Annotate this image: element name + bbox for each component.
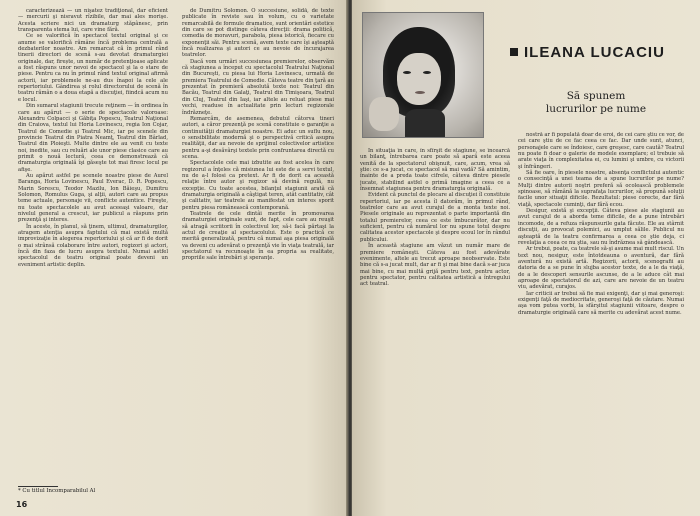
author-heading <box>510 44 665 61</box>
photo-eye <box>423 71 431 74</box>
photo-hand <box>369 97 399 131</box>
article-title <box>536 90 656 116</box>
author-photo <box>362 12 484 138</box>
paragraph: Evident că punctul de plecare al discuţiei îl constituie repertoriul, iar pe acesta îl datorăm, în primul rând, teatrelor care au avut curajul de a monta texte noi. Piesele originale au reprezentat o parte importantă din totalul premierelor, ceea ce este îmbucurător, dar nu suficient, pentru că numărul lor nu spune totul despre calitatea acestor spectacole şi despre ecoul lor în rândul publicului. <box>360 192 510 243</box>
paragraph: Teatrele de cele dintâi merite în promovarea dramaturgiei originale sunt, de fapt, cele care au reuşit să atragă scriitorii în colectivul lor, să-i facă părtaşi la actul de creaţie al spectacolului. Este o practică ce merită generalizată, pentru că numai aşa piesa originală va deveni cu adevărat o prezenţă vie în viaţa teatrală, iar spectatorul va recunoaşte în ea propria sa realitate, propriile sale întrebări şi speranţe. <box>182 211 334 262</box>
title-line-2: lucrurilor pe nume <box>545 103 647 115</box>
paragraph: Spectacolele cele mai izbutite au fost acelea în care regizorul a înţeles că misiunea lui este de a servi textul, nu de a-l folosi ca pretext. Ar fi de dorit ca această relaţie între autor şi regizor să devină regulă, nu excepţie. Cu toate acestea, bilanţul stagiunii arată că dramaturgia originală a câştigat teren, atât cantitativ, cât şi calitativ, iar teatrele au manifestat un interes sporit pentru piesa românească contemporană. <box>182 160 334 211</box>
title-line-1: Să spunem <box>566 90 626 102</box>
left-column-1 <box>18 8 168 488</box>
paragraph: de Dumitru Solomon. O succesiune, solidă, de texte publicate în reviste sau în volum, cu o varietate remarcabilă de formule dramatice, sunt orientări estetice din care se pot distinge câteva direcţii: drama politică, comedia de moravuri, parabola, piesa istorică, fiecare cu exponenţii săi. Pentru scenă, avem texte care îşi aşteaptă încă realizarea şi autori ce au nevoie de încurajarea teatrelor. <box>182 8 334 59</box>
paragraph: Remarcăm, de asemenea, debutul câtorva tineri autori, a căror prezenţă pe scenă constituie o garanţie a continuităţii dramaturgiei noastre. Ei aduc un suflu nou, o sensibilitate modernă şi o perspectivă critică asupra realităţii, dar au nevoie de sprijinul colectivelor artistice pentru a-şi desăvârşi textele prin confruntarea directă cu scena. <box>182 115 334 160</box>
paragraph: caracterizează — un nişatez tradiţional, dar eficient — mercurii şi nisravut rîzibile, dar mai ales morişe. Acesta scriere nici un dramaturg stăpânesc, prin transparenta stema lui, care vine fără. <box>18 8 168 34</box>
author-name: ILEANA LUCACIU <box>524 44 665 61</box>
paragraph: Să fie oare, în piesele noastre, absenţa conflictului autentic o consecinţă a unei teama de a spune lucrurilor pe nume? Mulţi dintre autorii noştri preferă să ocolească problemele spinoase, să rămână la suprafaţa lucrurilor, să propună soluţii facile unor situaţii dificile. Rezultatul: piese corecte, dar fără viaţă, spectacole cuminţi, dar fără ecou. <box>518 170 684 208</box>
paragraph: În aceste, în planul, să ţinem, ultimul, dramaturgilor, atragem atenţia asupra faptului că mai există multă improvizaţie în alegerea repertoriului şi că ar fi de dorit o mai strânsă colaborare între autori, regizori şi actori, încă din faza de lucru asupra textului. Numai astfel spectacolul de teatru original poate deveni un eveniment artistic deplin. <box>18 223 168 268</box>
paragraph: Iar criticii ar trebui să fie mai exigenţi, dar şi mai generoşi: exigenţi faţă de mediocritate, generoşi faţă de căutare. Numai aşa vom putea vorbi, la sfârşitul stagiunii viitoare, despre o dramaturgie originală care să merite cu adevărat acest nume. <box>518 290 684 316</box>
paragraph: Ce se valorifică în spectacol textul original şi ce anume se valorifică rămâne încă problema centrală a dezbaterilor noastre. Am remarcat că în primul rând tinerii directori de scenă s-au devotat dramaturgiei originale, dar, firește, un număr de pretenţioase aplicate a fost răspuns unor nevoi de spectacol şi la o stare de piese. Pentru ca nu în primul rând textul original afirmă actorii, iar problemele ne-au dus înapoi la cele ale repertoriului. Gândirea și rolul directorului de scenă în teatru rămân o a doua etapă a discuţiei, fiindcă acum nu e locul. <box>18 33 168 103</box>
page-number: 16 <box>16 500 28 509</box>
paragraph: Ar trebui, poate, ca teatrele să-şi asume mai mult riscul. Un text nou, nesigur, este întotdeauna o aventură, dar fără aventură nu există artă. Regizorii, actorii, scenografii au datoria de a se pune în slujba acestor texte, de a le da viaţă, de a le descoperi sensurile ascunse, de a le aduce cât mai aproape de spectatorul de azi, care are nevoie de un teatru viu, adevărat, curajos. <box>518 246 684 291</box>
footnote-rule <box>18 486 58 487</box>
footnote: * Cu titlul Incomparabilul Al <box>18 488 96 494</box>
photo-mouth <box>415 91 425 94</box>
paragraph: Au apărut astfel pe scenele noastre piese de Aurel Baranga, Horia Lovinescu, Paul Everac, D. R. Popescu, Marin Sorescu, Teodor Mazilu, Ion Băieşu, Dumitru Solomon, Romulus Guga, şi alţii, autori care au propus teme actuale, personaje vii, conflicte autentice. Fireşte, nu toate spectacolele au avut aceeaşi valoare, dar nivelul general a crescut, iar publicul a răspuns prin prezenţă şi interes. <box>18 172 168 224</box>
right-column-2 <box>518 132 684 506</box>
paragraph: Desigur, există şi excepţii. Câteva piese ale stagiunii au avut curajul de a aborda teme dificile, de a pune întrebări incomode, de a refuza răspunsurile gata făcute. Ele au stârnit discuţii, au provocat polemici, au umplut sălile. Publicul nu aşteaptă de la teatru confirmarea a ceea ce ştie deja, ci revelaţia a ceea ce nu ştia, sau nu îndrăznea să gândească. <box>518 208 684 246</box>
paragraph: În situaţia în care, în sfîrşit de stagiune, se încearcă un bilanţ, întrebarea care poate să apară este aceea venită de la spectatorul obişnuit, care, acum, vrea să ştie: ce s-a jucat, ce spectacol să mai vadă? Să amintim, înainte de a preda toate cifrele, câteva dintre piesele jucate, stabilind astfel o primă imagine a ceea ce a însemnat stagiunea pentru dramaturgia originală. <box>360 148 510 193</box>
left-page <box>0 0 348 516</box>
paragraph: Dacă vom urmări succesiunea premierelor, observăm că stagiunea a început cu spectacolul Teatrului Naţional din Bucureşti, cu piesa lui Horia Lovinescu, urmată de premiera Teatrului de Comedie. Câteva teatre din ţară au prezentat în premieră absolută texte noi: Teatrul din Bacău, Teatrul din Galaţi, Teatrul din Timişoara, Teatrul din Cluj, Teatrul din Iaşi, iar altele au reluat piese mai vechi, readuse în actualitate prin lecturi regizorale îndrăzneţe. <box>182 58 334 116</box>
photo-collar <box>405 109 445 138</box>
right-page <box>352 0 700 516</box>
photo-eye <box>403 71 411 74</box>
right-column-1 <box>360 148 510 506</box>
square-bullet-icon <box>510 48 518 56</box>
left-column-2 <box>182 8 334 504</box>
paragraph: nostră ar fi populată doar de eroi, de cei care ştiu ce vor, de cei care ştiu de ce fac ceea ce fac. Dar unde sunt, atunci, personajele care se îndoiesc, care greşesc, care caută? Teatrul nu poate fi doar o galerie de modele exemplare; el trebuie să arate viaţa în complexitatea ei, cu lumini şi umbre, cu victorii şi înfrângeri. <box>518 132 684 170</box>
paragraph: În această stagiune am văzut un număr mare de premiere româneşti. Câteva au fost adevărate evenimente, altele au trecut aproape neobservate. Este bine că s-a jucat mult, dar ar fi şi mai bine dacă s-ar juca mai bine, cu mai multă grijă pentru text, pentru actor, pentru spectator, pentru calitatea artistică a întregului act teatral. <box>360 243 510 288</box>
paragraph: Din sumarul stagiunii trecute reţinem — în ordinea în care au apărut — o serie de spectacole valoroase: Alexandru Colpacci şi Găbiţa Popescu, Teatrul Naţional din Craiova, textul lui Horia Lovinescu, regia Ion Cojar, Teatrul de Comedie şi Teatrul Mic, iar pe scenele din provincie Teatrul din Piatra Neamţ, Teatrul din Bârlad, Teatrul din Ploieşti. Multe dintre ele au venit cu texte noi, inedite, sau cu reluări ale unor piese clasice care au primit o nouă lectură, ceea ce demonstrează că dramaturgia originală îşi găseşte tot mai firesc locul pe afişe. <box>18 103 168 173</box>
photo-face <box>397 53 441 105</box>
